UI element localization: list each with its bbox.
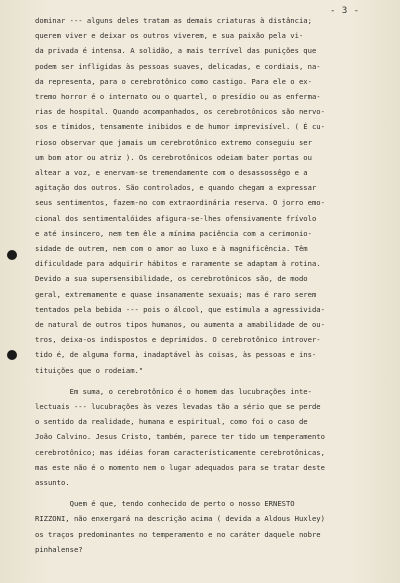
text-line: rioso observar que jamais um cerebrotônico extremo conseguiu ser [35, 137, 312, 147]
text-line: cerebrotônico; mas idéias foram característicamente cerebrotônicas, [35, 447, 325, 457]
text-line: João Calvino. Jesus Cristo, também, parece ter tido um temperamento [35, 432, 325, 442]
text-line: lectuais --- lucubrações às vezes levadas tão a sério que se perde [35, 402, 321, 411]
text-line: Quem é que, tendo conhecido de perto o nosso ERNESTO [35, 499, 295, 509]
text-line: da representa, para o cerebrotônico como castigo. Para ele o ex- [35, 76, 312, 86]
text-line: Devido a sua supersensibilidade, os cerebrotônicos são, de modo [35, 274, 308, 284]
punch-hole [7, 350, 17, 360]
text-line: cional dos sentimentalóides afigura-se-lhes ofensivamente frívolo [35, 213, 317, 223]
text-line: rias de hospital. Quando acompanhados, os cerebrotônicos são nervo- [35, 107, 325, 117]
text-line: geral, extremamente e quase insanamente sexuais; mas é raro serem [35, 289, 317, 299]
text-line: mas este não é o momento nem o lugar adequados para se tratar deste [35, 462, 325, 472]
text-line: querem viver e deixar os outros viverem, e sua paixão pela vi- [35, 31, 304, 41]
text-line: o sentido da realidade, humana e espiritual, como foi o caso de [35, 417, 308, 427]
text-line: sos e tímidos, tensamente inibidos e de humor imprevisível. ( É cu- [35, 122, 325, 132]
text-line: sidade de outrem, nem com o amor ao luxo e à magnificência. Têm [35, 244, 308, 253]
text-line: agitação dos outros. São controlados, e quando chegam a expressar [35, 183, 317, 193]
text-line: da privada é intensa. A solidão, a mais terrível das punições que [35, 46, 317, 56]
text-line: tituições que o rodeiam." [35, 365, 144, 375]
text-line: um bom ator ou atriz ). Os cerebrotônicos odeiam bater portas ou [35, 152, 312, 162]
text-line: e até insincero, nem tem êle a mínima paciência com a cerimonio- [35, 228, 312, 238]
text-line: seus sentimentos, fazem-no com extraordinária reserva. O jorro emo- [35, 198, 325, 208]
text-line: podem ser infligidas às pessoas suaves, delicadas, e cordiais, na- [35, 61, 321, 71]
text-line: tentados pela bebida --- pois o álcool, que estimula a agressivida- [35, 304, 325, 314]
text-line: tremo horror é o internato ou o quartel, o presídio ou as enferma- [35, 92, 321, 101]
text-line: os traços predominantes no temperamento e no caráter daquele nobre [35, 529, 321, 539]
text-line: dominar --- alguns deles tratam as demais criaturas à distância; [35, 16, 312, 25]
text-line: Em suma, o cerebrotônico é o homem das lucubrações inte- [35, 386, 312, 396]
page-number: - 3 - [330, 6, 360, 16]
text-line: altear a voz, e enervam-se tremendamente com o desassossêgo e a [35, 168, 308, 177]
punch-hole [7, 250, 17, 260]
text-line: tros, deixa-os indispostos e deprimidos. O cerebrotônico introver- [35, 335, 321, 345]
text-line: de natural de outros tipos humanos, ou aumenta a amabilidade de ou- [35, 320, 325, 329]
text-line: assunto. [35, 478, 70, 487]
text-line: RIZZONI, não enxergará na descrição acima ( devida a Aldous Huxley) [35, 514, 325, 524]
text-line: tido é, de alguma forma, inadaptável às coisas, às pessoas e ins- [35, 350, 317, 360]
text-line: dificuldade para adquirir hábitos e raramente se adaptam à rotina. [35, 259, 321, 269]
text-line: pinhalense? [35, 544, 83, 554]
